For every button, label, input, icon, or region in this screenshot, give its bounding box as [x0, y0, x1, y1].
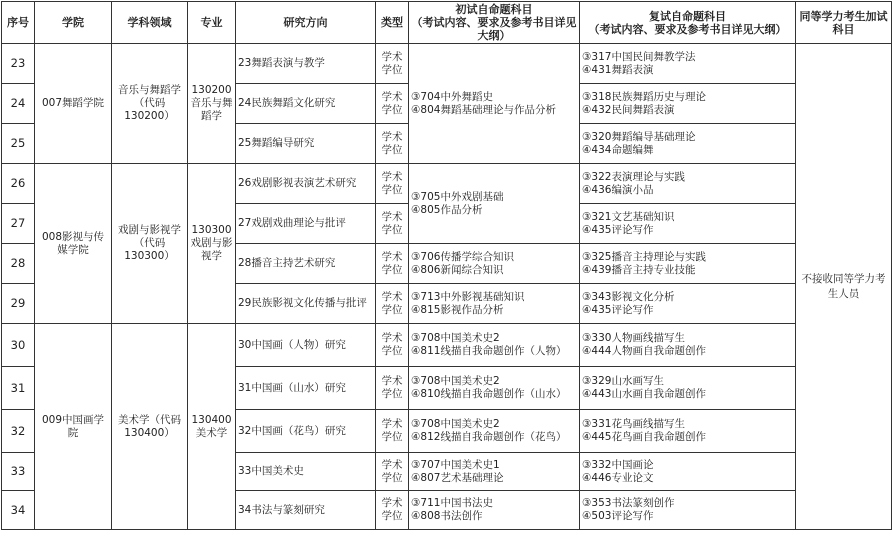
row-number: 29 [2, 284, 35, 324]
direction-cell: 24民族舞蹈文化研究 [236, 84, 376, 124]
row-number: 31 [2, 367, 35, 410]
type-cell: 学术学位 [376, 204, 409, 244]
type-cell: 学术学位 [376, 367, 409, 410]
row-number: 27 [2, 204, 35, 244]
type-cell: 学术学位 [376, 84, 409, 124]
initial-cell: ③704中外舞蹈史 ④804舞蹈基础理论与作品分析 [409, 44, 580, 164]
row-number: 25 [2, 124, 35, 164]
initial-cell: ③708中国美术史2 ④812线描自我命题创作（花鸟） [409, 410, 580, 453]
header-major: 专业 [188, 2, 236, 44]
major-cell: 130300戏剧与影视学 [188, 164, 236, 324]
header-retest: 复试自命题科目 （考试内容、要求及参考书目详见大纲） [580, 2, 796, 44]
header-row [2, 2, 892, 44]
college-cell: 007舞蹈学院 [35, 44, 112, 164]
row-number: 26 [2, 164, 35, 204]
retest-cell: ③353书法篆刻创作 ④503评论写作 [580, 491, 796, 530]
admission-table [1, 1, 892, 530]
direction-cell: 30中国画（人物）研究 [236, 324, 376, 367]
major-cell: 130200音乐与舞蹈学 [188, 44, 236, 164]
type-cell: 学术学位 [376, 491, 409, 530]
row-number: 33 [2, 453, 35, 491]
initial-cell: ③707中国美术史1 ④807艺术基础理论 [409, 453, 580, 491]
direction-cell: 27戏剧戏曲理论与批评 [236, 204, 376, 244]
direction-cell: 34书法与篆刻研究 [236, 491, 376, 530]
direction-cell: 29民族影视文化传播与批评 [236, 284, 376, 324]
major-cell: 130400美术学 [188, 324, 236, 530]
retest-cell: ③330人物画线描写生 ④444人物画自我命题创作 [580, 324, 796, 367]
retest-cell: ③332中国画论 ④446专业论文 [580, 453, 796, 491]
college-cell: 008影视与传媒学院 [35, 164, 112, 324]
header-equal: 同等学力考生加试科目 [796, 2, 892, 44]
discipline-cell: 美术学（代码130400） [112, 324, 188, 530]
row-number: 34 [2, 491, 35, 530]
direction-cell: 26戏剧影视表演艺术研究 [236, 164, 376, 204]
type-cell: 学术学位 [376, 124, 409, 164]
direction-cell: 32中国画（花鸟）研究 [236, 410, 376, 453]
type-cell: 学术学位 [376, 164, 409, 204]
header-initial: 初试自命题科目 （考试内容、要求及参考书目详见大纲） [409, 2, 580, 44]
header-discipline: 学科领域 [112, 2, 188, 44]
equal-note-cell: 不接收同等学力考生人员 [796, 44, 892, 530]
retest-cell: ③317中国民间舞教学法 ④431舞蹈表演 [580, 44, 796, 84]
retest-cell: ③325播音主持理论与实践 ④439播音主持专业技能 [580, 244, 796, 284]
discipline-cell: 戏剧与影视学（代码130300） [112, 164, 188, 324]
initial-cell: ③713中外影视基础知识 ④815影视作品分析 [409, 284, 580, 324]
initial-cell: ③706传播学综合知识 ④806新闻综合知识 [409, 244, 580, 284]
table-row [2, 324, 892, 367]
initial-cell: ③711中国书法史 ④808书法创作 [409, 491, 580, 530]
retest-cell: ③321文艺基础知识 ④435评论写作 [580, 204, 796, 244]
college-cell: 009中国画学院 [35, 324, 112, 530]
type-cell: 学术学位 [376, 284, 409, 324]
table-row [2, 164, 892, 204]
retest-cell: ③329山水画写生 ④443山水画自我命题创作 [580, 367, 796, 410]
initial-cell: ③705中外戏剧基础 ④805作品分析 [409, 164, 580, 244]
direction-cell: 25舞蹈编导研究 [236, 124, 376, 164]
direction-cell: 33中国美术史 [236, 453, 376, 491]
row-number: 30 [2, 324, 35, 367]
retest-cell: ③322表演理论与实践 ④436编演小品 [580, 164, 796, 204]
type-cell: 学术学位 [376, 324, 409, 367]
header-direction: 研究方向 [236, 2, 376, 44]
discipline-cell: 音乐与舞蹈学（代码130200） [112, 44, 188, 164]
type-cell: 学术学位 [376, 453, 409, 491]
retest-cell: ③320舞蹈编导基础理论 ④434命题编舞 [580, 124, 796, 164]
row-number: 28 [2, 244, 35, 284]
header-college: 学院 [35, 2, 112, 44]
row-number: 23 [2, 44, 35, 84]
direction-cell: 23舞蹈表演与教学 [236, 44, 376, 84]
initial-cell: ③708中国美术史2 ④811线描自我命题创作（人物） [409, 324, 580, 367]
retest-cell: ③343影视文化分析 ④435评论写作 [580, 284, 796, 324]
retest-cell: ③318民族舞蹈历史与理论 ④432民间舞蹈表演 [580, 84, 796, 124]
row-number: 24 [2, 84, 35, 124]
table-row [2, 44, 892, 84]
initial-cell: ③708中国美术史2 ④810线描自我命题创作（山水） [409, 367, 580, 410]
row-number: 32 [2, 410, 35, 453]
retest-cell: ③331花鸟画线描写生 ④445花鸟画自我命题创作 [580, 410, 796, 453]
type-cell: 学术学位 [376, 44, 409, 84]
direction-cell: 28播音主持艺术研究 [236, 244, 376, 284]
type-cell: 学术学位 [376, 410, 409, 453]
header-seq: 序号 [2, 2, 35, 44]
type-cell: 学术学位 [376, 244, 409, 284]
header-type: 类型 [376, 2, 409, 44]
direction-cell: 31中国画（山水）研究 [236, 367, 376, 410]
